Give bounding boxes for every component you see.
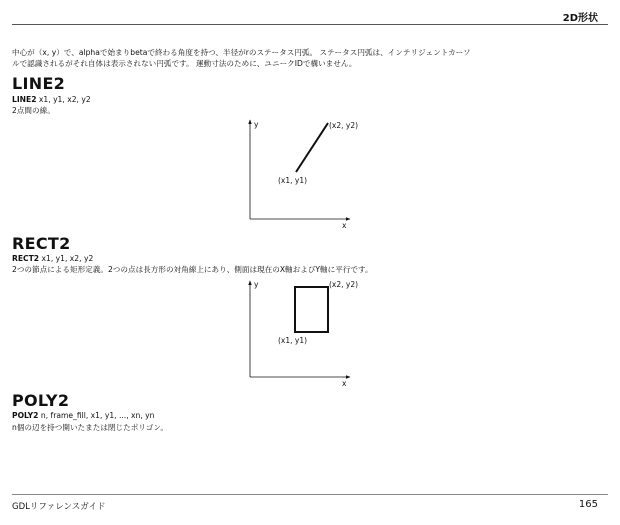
point-label-end: (x2, y2) [329,280,359,289]
footer-divider [12,494,608,495]
section-title-rect2: RECT2 [12,234,71,253]
intro-line-2: ルで認識されるがそれ自体は表示されない円弧です。 運動寸法のために、ユニークIDで構いません。 [12,59,357,68]
intro-line-1: 中心が（x, y）で、alphaで始まりbetaで終わる角度を持つ、半径がrのステータス円弧。 ステータス円弧は、インテリジェントカーソ [12,48,471,57]
description-rect2: 2つの節点による矩形定義。2つの点は長方形の対角線上にあり、側面は現在のX軸およびY軸に平行です。 [12,265,373,274]
point-label-start: (x1, y1) [278,176,308,185]
description-poly2: n個の辺を持つ開いたまたは閉じたポリゴン。 [12,423,168,432]
x-axis-label: x [342,221,347,230]
syntax-keyword: LINE2 [12,95,37,104]
syntax-args: x1, y1, x2, y2 [36,95,91,104]
syntax-rect2 [12,254,93,264]
y-axis-label: y [254,120,259,129]
syntax-line2 [12,95,91,105]
section-title-poly2: POLY2 [12,391,70,410]
x-axis-label: x [342,379,347,388]
syntax-args: n, frame_fill, x1, y1, ..., xn, yn [38,411,155,420]
syntax-keyword: POLY2 [12,411,39,420]
rectangle-shape [295,287,328,332]
header-divider [12,24,608,25]
syntax-args: x1, y1, x2, y2 [39,254,94,263]
y-axis-label: y [254,280,259,289]
syntax-poly2 [12,411,155,421]
point-label-end: (x2, y2) [329,121,359,130]
description-line2: 2点間の線。 [12,106,55,115]
intro-paragraph [12,47,608,69]
section-title-line2: LINE2 [12,74,66,93]
line-segment [296,123,328,172]
syntax-keyword: RECT2 [12,254,40,263]
page-number: 165 [578,499,598,510]
rect2-figure [240,277,360,389]
point-label-start: (x1, y1) [278,336,308,345]
line2-figure [240,116,360,232]
footer-doc-title: GDLリファレンスガイド [12,502,106,512]
chapter-title: 2D形状 [562,13,598,24]
